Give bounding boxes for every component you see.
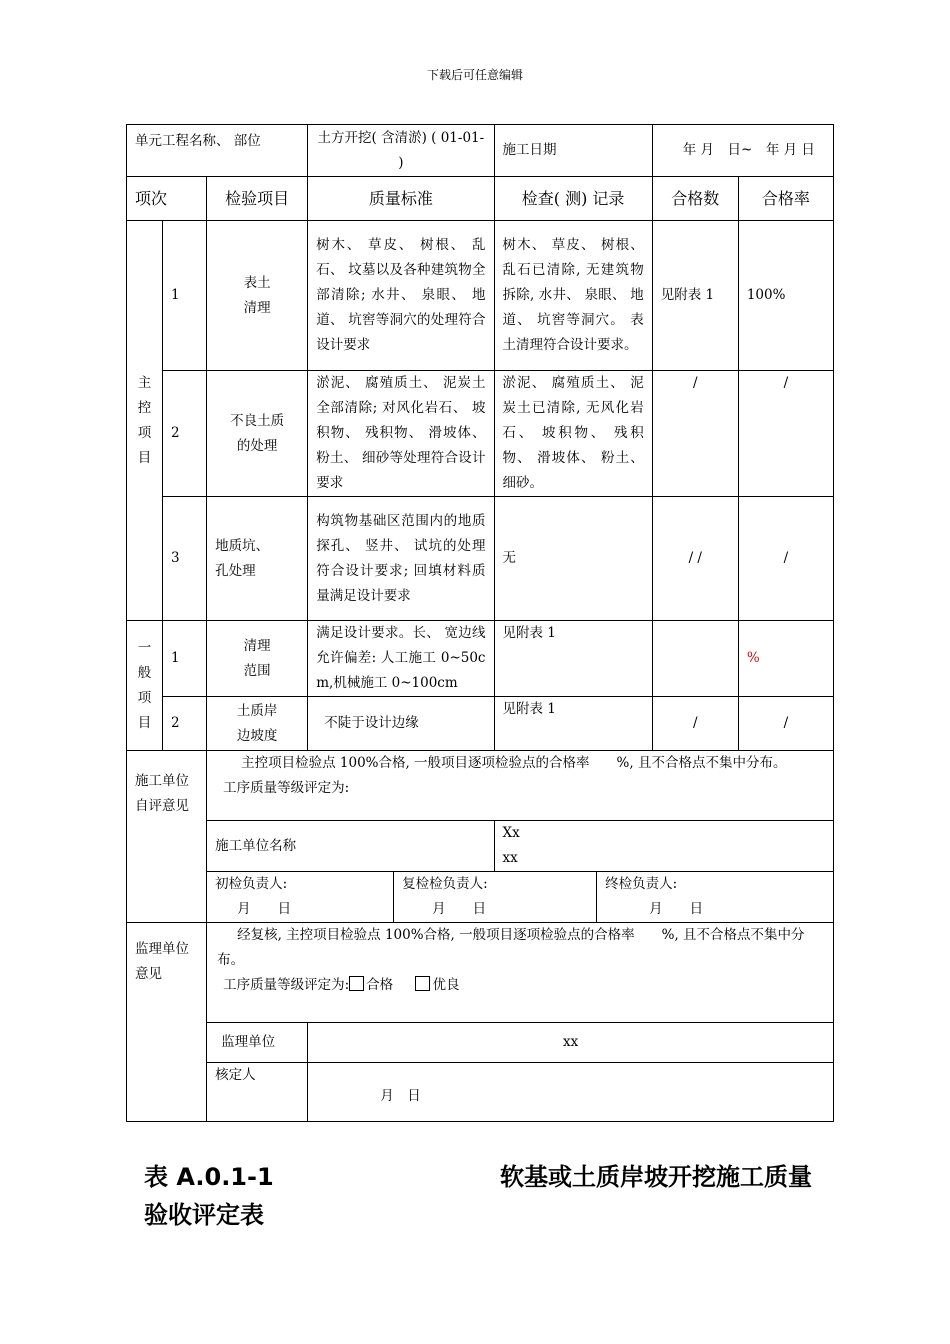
record-text: 见附表 1 [494,621,652,697]
item-no: 1 [163,621,207,697]
pass-count: / [652,371,738,497]
approver-date-cell [308,1063,834,1122]
form-code: 表 A.0.1-1 [144,1163,274,1191]
main-item-row-2 [127,371,834,497]
col-pass-rate: 合格率 [738,177,833,221]
supervision-opinion-row [127,923,834,1023]
item-no: 2 [163,697,207,751]
supervision-opinion [207,923,834,1023]
item-no: 2 [163,371,207,497]
construction-unit-row [127,821,834,872]
check-item: 土质岸 边坡度 [207,697,308,751]
pass-option-label: 合格 [366,977,394,993]
pass-checkbox[interactable] [349,976,364,991]
final-check-date: 月 日 [649,901,704,917]
supervision-opinion-line1: 经复核, 主控项目检验点 100%合格, 一般项目逐项检验点的合格率 %, 且不合格点不集中分布。 [217,927,805,968]
pass-count: 见附表 1 [652,221,738,371]
pass-rate: 100% [738,221,833,371]
col-record: 检查( 测) 记录 [494,177,652,221]
pass-rate: / [738,697,833,751]
construction-unit-value: Xx xx [494,821,834,872]
unit-name-value: 土方开挖( 含清淤) ( 01-01- ) [308,125,494,177]
col-pass-count: 合格数 [652,177,738,221]
approver-date: 月 日 [380,1087,421,1104]
supervision-approver-row [127,1063,834,1122]
signature-cells [207,872,834,923]
date-value: 年 月 日~ 年 月 日 [652,125,833,177]
first-check-label: 初检负责人: [215,876,288,892]
excellent-option-label: 优良 [432,977,460,993]
standard-text: 淤泥、 腐殖质土、 泥炭土全部清除; 对风化岩石、 坡积物、 残积物、 滑坡体、 粉土、 细砂等处理符合设计要求 [308,371,494,497]
pass-rate: / [738,371,833,497]
second-check-label: 复检检负责人: [402,876,488,892]
supervision-unit-label: 监理单位 [207,1023,308,1063]
main-item-row-1 [127,221,834,371]
form-title-part2: 验收评定表 [144,1201,264,1229]
record-text: 无 [494,497,652,621]
final-check-cell [597,872,833,922]
standard-text: 满足设计要求。长、 宽边线允许偏差: 人工施工 0~50cm,机械施工 0~100cm [308,621,494,697]
record-text: 淤泥、 腐殖质土、 泥炭土已清除, 无风化岩石、 坡积物、 残积物、 滑坡体、 粉土、 细砂。 [494,371,652,497]
supervision-unit-row [127,1023,834,1063]
check-item: 不良土质 的处理 [207,371,308,497]
main-item-row-3 [127,497,834,621]
construction-signature-row [127,872,834,923]
first-check-date: 月 日 [237,901,292,917]
general-item-row-2 [127,697,834,751]
pass-count: / [652,697,738,751]
construction-opinion: 主控项目检验点 100%合格, 一般项目逐项检验点的合格率 %, 且不合格点不集中分布。 工序质量等级评定为: [207,751,834,821]
pass-rate: % [738,621,833,697]
pass-count [652,621,738,697]
construction-opinion-row [127,751,834,821]
date-label: 施工日期 [494,125,652,177]
col-check-item: 检验项目 [207,177,308,221]
col-item-no: 项次 [127,177,207,221]
supervision-label: 监理单位 意见 [127,923,207,1122]
second-check-cell [394,872,597,922]
pass-count: / / [652,497,738,621]
check-item: 地质坑、 孔处理 [207,497,308,621]
construction-unit-label: 施工单位名称 [207,821,494,872]
construction-label: 施工单位 自评意见 [127,751,207,923]
record-text: 树木、 草皮、 树根、 乱石已清除, 无建筑物拆除, 水井、 泉眼、 地道、 坑窖等洞穴。 表土清理符合设计要求。 [494,221,652,371]
header-row [127,125,834,177]
second-check-date: 月 日 [432,901,487,917]
header-note: 下载后可任意编辑 [426,68,523,82]
standard-text: 不陡于设计边缘 [308,697,494,751]
col-standard: 质量标准 [308,177,494,221]
first-check-cell [207,872,394,922]
supervision-grade-label: 工序质量等级评定为: [223,977,350,993]
unit-name-label: 单元工程名称、 部位 [127,125,308,177]
standard-text: 树木、 草皮、 树根、 乱石、 坟墓以及各种建筑物全部清除; 水井、 泉眼、 地道、 坑窖等洞穴的处理符合设计要求 [308,221,494,371]
form-title-part1: 软基或土质岸坡开挖施工质量 [500,1163,812,1191]
approver-label: 核定人 [207,1063,308,1122]
quality-evaluation-form [126,124,834,1122]
general-item-row-1 [127,621,834,697]
check-item: 表土 清理 [207,221,308,371]
excellent-checkbox[interactable] [415,976,430,991]
column-header-row [127,177,834,221]
item-no: 3 [163,497,207,621]
record-text: 见附表 1 [494,697,652,751]
item-no: 1 [163,221,207,371]
check-item: 清理 范围 [207,621,308,697]
main-group-label: 主 控 项 目 [127,221,163,621]
pass-rate: / [738,497,833,621]
standard-text: 构筑物基础区范围内的地质探孔、 竖井、 试坑的处理符合设计要求; 回填材料质量满足设计要求 [308,497,494,621]
supervision-unit-value: xx [308,1023,834,1063]
final-check-label: 终检负责人: [605,876,678,892]
general-group-label: 一 般 项 目 [127,621,163,751]
form-title [144,1158,824,1234]
